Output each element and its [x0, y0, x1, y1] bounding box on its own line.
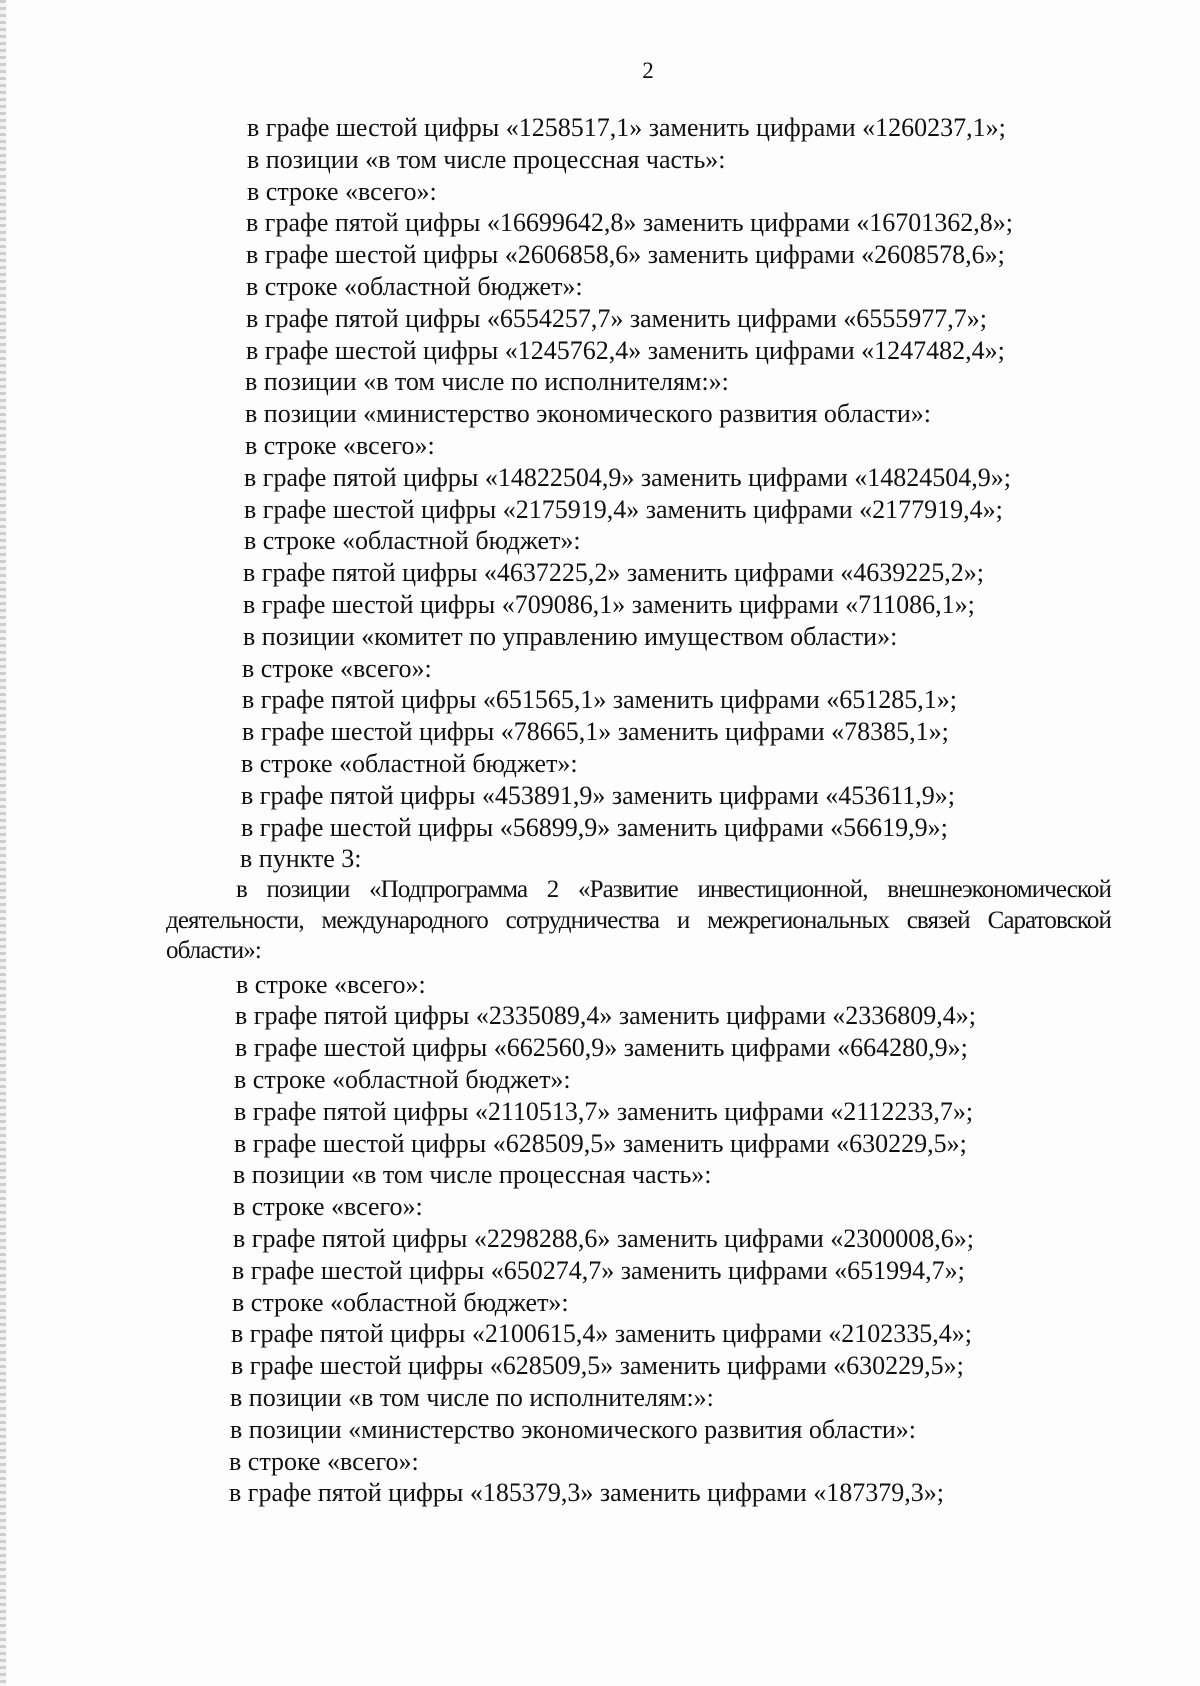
document-line: в строке «всего»:	[245, 430, 435, 460]
document-line: в графе шестой цифры «709086,1» заменить цифрами «711086,1»;	[243, 589, 975, 619]
document-line: в графе пятой цифры «4637225,2» заменить цифрами «4639225,2»;	[243, 558, 984, 588]
document-line: в графе пятой цифры «453891,9» заменить цифрами «453611,9»;	[241, 780, 956, 810]
document-line: в графе шестой цифры «1258517,1» заменить цифрами «1260237,1»;	[247, 113, 1006, 142]
document-line: в строке «областной бюджет»:	[232, 1287, 569, 1317]
document-line: в строке «всего»:	[247, 176, 437, 206]
document-line: в строке «всего»:	[233, 1192, 423, 1222]
document-paragraph: в позиции «Подпрограмма 2 «Развитие инвестиционной, внешнеэкономической деятельности, международного сотрудничества и межрегиональных связей Саратовской области»:	[166, 876, 1111, 965]
document-line: в графе пятой цифры «2335089,4» заменить цифрами «2336809,4»;	[235, 1001, 976, 1031]
document-line: в графе пятой цифры «185379,3» заменить цифрами «187379,3»;	[229, 1478, 944, 1508]
document-line: в графе пятой цифры «16699642,8» заменить цифрами «16701362,8»;	[246, 208, 1013, 238]
document-line: в графе шестой цифры «2175919,4» заменить цифрами «2177919,4»;	[244, 494, 1003, 524]
document-line: в графе шестой цифры «56899,9» заменить цифрами «56619,9»;	[241, 812, 948, 842]
page-number: 2	[642, 58, 654, 83]
document-line: в графе шестой цифры «78665,1» заменить цифрами «78385,1»;	[242, 717, 949, 747]
document-line: в строке «областной бюджет»:	[246, 271, 583, 301]
document-line: в графе шестой цифры «1245762,4» заменить цифрами «1247482,4»;	[246, 335, 1005, 365]
document-line: в графе шестой цифры «662560,9» заменить цифрами «664280,9»;	[235, 1033, 968, 1063]
document-line: в позиции «в том числе процессная часть»:	[233, 1160, 712, 1190]
document-line: в графе пятой цифры «14822504,9» заменить цифрами «14824504,9»;	[244, 462, 1011, 492]
document-line: в графе пятой цифры «6554257,7» заменить цифрами «6555977,7»;	[246, 303, 987, 333]
document-line: в графе пятой цифры «2110513,7» заменить цифрами «2112233,7»;	[234, 1096, 974, 1126]
document-line: в графе шестой цифры «2606858,6» заменить цифрами «2608578,6»;	[246, 240, 1005, 270]
document-line: в пункте 3:	[240, 844, 362, 874]
document-line: в позиции «комитет по управлению имуществом области»:	[243, 621, 898, 651]
document-line: в графе пятой цифры «2298288,6» заменить цифрами «2300008,6»;	[233, 1224, 974, 1253]
document-line: в позиции «в том числе по исполнителям:»:	[245, 367, 729, 397]
document-line: в строке «всего»:	[229, 1446, 419, 1476]
document-line: в строке «всего»:	[242, 653, 432, 683]
document-line: в графе пятой цифры «2100615,4» заменить цифрами «2102335,4»;	[231, 1319, 972, 1349]
document-line: в позиции «в том числе по исполнителям:»:	[230, 1382, 714, 1412]
document-line: в строке «областной бюджет»:	[241, 748, 578, 778]
document-line: в позиции «министерство экономического развития области»:	[230, 1414, 917, 1444]
document-line: в графе шестой цифры «628509,5» заменить цифрами «630229,5»;	[231, 1351, 964, 1381]
document-line: в графе шестой цифры «650274,7» заменить цифрами «651994,7»;	[232, 1255, 965, 1285]
document-line: в позиции «в том числе процессная часть»:	[247, 144, 726, 174]
document-line: в строке «областной бюджет»:	[234, 1065, 571, 1095]
document-line: в графе шестой цифры «628509,5» заменить цифрами «630229,5»;	[234, 1128, 967, 1158]
document-line: в позиции «министерство экономического развития области»:	[245, 399, 932, 429]
document-line: в строке «областной бюджет»:	[244, 526, 581, 556]
document-body	[0, 112, 1200, 1509]
document-line: в строке «всего»:	[236, 969, 426, 999]
document-line: в графе пятой цифры «651565,1» заменить цифрами «651285,1»;	[242, 685, 957, 715]
